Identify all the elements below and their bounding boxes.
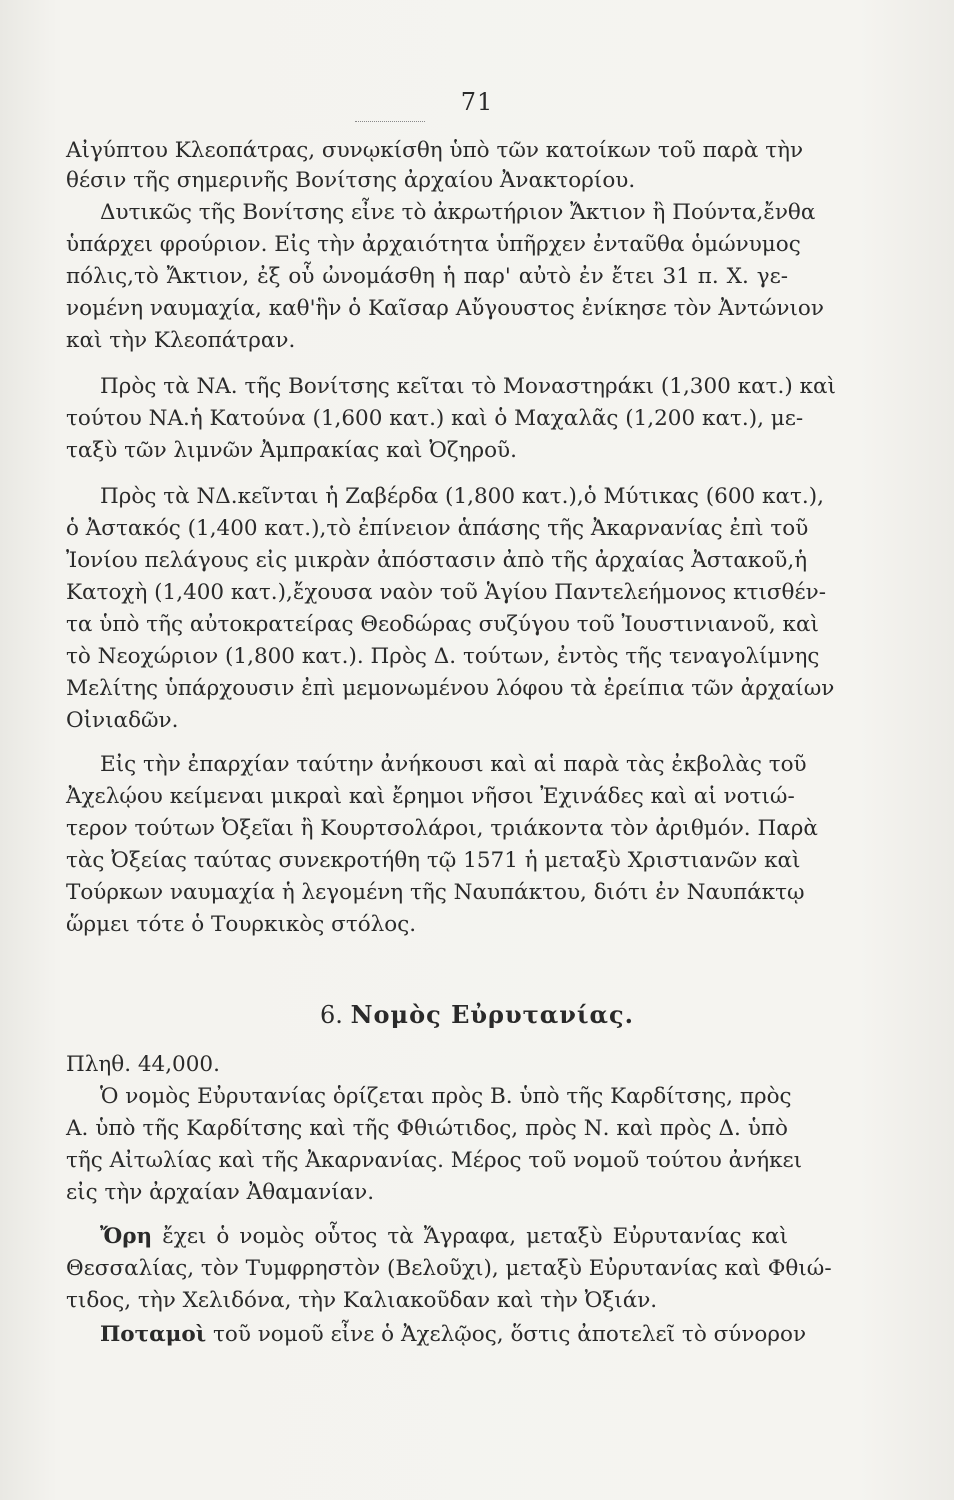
text-line: Εἰς τὴν ἐπαρχίαν ταύτην ἀνήκουσι καὶ αἱ παρὰ τὰς ἐκβολὰς τοῦ <box>100 752 807 777</box>
text-line: Ἀχελῴου κείμεναι μικραὶ καὶ ἔρημοι νῆσοι Ἐχινάδες καὶ αἱ νοτιώ- <box>66 784 795 809</box>
page-number: 71 <box>460 88 494 116</box>
text-line: τούτου ΝΑ.ἡ Κατούνα (1,600 κατ.) καὶ ὁ Μαχαλᾶς (1,200 κατ.), με- <box>66 406 804 431</box>
text-line: Πρὸς τὰ ΝΔ.κεῖνται ἡ Ζαβέρδα (1,800 κατ.),ὁ Μύτικας (600 κατ.), <box>100 484 824 509</box>
text-line: Οἰνιαδῶν. <box>66 708 179 733</box>
text-line: Κατοχὴ (1,400 κατ.),ἔχουσα ναὸν τοῦ Ἁγίου Παντελεήμονος κτισθέν- <box>66 580 826 605</box>
text-line: Δυτικῶς τῆς Βονίτσης εἶνε τὸ ἀκρωτήριον Ἄκτιον ἢ Πούντα,ἔνθα <box>100 200 816 225</box>
text-line-rest: ἔχει ὁ νομὸς οὗτος τὰ Ἄγραφα, μεταξὺ Εὐρυτανίας καὶ <box>162 1224 788 1249</box>
text-line: τὰς Ὀξείας ταύτας συνεκροτήθη τῷ 1571 ἡ μεταξὺ Χριστιανῶν καὶ <box>66 848 801 873</box>
text-line: Α. ὑπὸ τῆς Καρδίτσης καὶ τῆς Φθιώτιδος, πρὸς Ν. καὶ πρὸς Δ. ὑπὸ <box>66 1116 788 1141</box>
text-line: Αἰγύπτου Κλεοπάτρας, συνῳκίσθη ὑπὸ τῶν κατοίκων τοῦ παρὰ τὴν <box>66 138 804 163</box>
text-line: τῆς Αἰτωλίας καὶ τῆς Ἀκαρνανίας. Μέρος τοῦ νομοῦ τούτου ἀνήκει <box>66 1148 803 1173</box>
text-line: Θεσσαλίας, τὸν Τυμφρηστὸν (Βελοῦχι), μεταξὺ Εὐρυτανίας καὶ Φθιώ- <box>66 1256 832 1281</box>
text-line: ὁ Ἀστακός (1,400 κατ.),τὸ ἐπίνειον ἁπάσης τῆς Ἀκαρνανίας ἐπὶ τοῦ <box>66 516 809 541</box>
text-line: καὶ τὴν Κλεοπάτραν. <box>66 328 296 353</box>
text-line: τα ὑπὸ τῆς αὐτοκρατείρας Θεοδώρας συζύγου τοῦ Ἰουστινιανοῦ, καὶ <box>66 612 819 637</box>
text-line: πόλις,τὸ Ἄκτιον, ἐξ οὗ ὠνομάσθη ἡ παρ' αὐτὸ ἐν ἔτει 31 π. Χ. γε- <box>66 264 788 289</box>
text-line: τὸ Νεοχώριον (1,800 κατ.). Πρὸς Δ. τούτων, ἐντὸς τῆς τεναγολίμνης <box>66 644 820 669</box>
mountains-lead: Ὄρη <box>100 1224 153 1249</box>
text-line: εἰς τὴν ἀρχαίαν Ἀθαμανίαν. <box>66 1180 375 1205</box>
section-number: 6. <box>320 1001 343 1029</box>
page-number-rule <box>355 121 425 122</box>
text-line <box>100 1222 788 1252</box>
text-line: ὥρμει τότε ὁ Τουρκικὸς στόλος. <box>66 912 417 937</box>
text-line: νομένη ναυμαχία, καθ'ἣν ὁ Καῖσαρ Αὔγουστος ἐνίκησε τὸν Ἀντώνιον <box>66 296 824 321</box>
text-line: ταξὺ τῶν λιμνῶν Ἀμπρακίας καὶ Ὀζηροῦ. <box>66 438 517 463</box>
text-line: τερον τούτων Ὀξεῖαι ἢ Κουρτσολάροι, τριάκοντα τὸν ἀριθμόν. Παρὰ <box>66 816 818 841</box>
text-line: Ὁ νομὸς Εὐρυτανίας ὁρίζεται πρὸς Β. ὑπὸ τῆς Καρδίτσης, πρὸς <box>100 1084 792 1109</box>
section-title: Νομὸς Εὐρυτανίας. <box>350 1000 634 1029</box>
text-line-rest: τοῦ νομοῦ εἶνε ὁ Ἀχελῷος, ὅστις ἀποτελεῖ τὸ σύνορον <box>212 1322 807 1347</box>
population-line: Πληθ. 44,000. <box>66 1052 220 1077</box>
text-line: Τούρκων ναυμαχία ἡ λεγομένη τῆς Ναυπάκτου, διότι ἐν Ναυπάκτῳ <box>66 880 805 905</box>
rivers-lead: Ποταμοὶ <box>100 1322 207 1347</box>
text-line: Πρὸς τὰ ΝΑ. τῆς Βονίτσης κεῖται τὸ Μοναστηράκι (1,300 κατ.) καὶ <box>100 374 836 399</box>
text-line: Μελίτης ὑπάρχουσιν ἐπὶ μεμονωμένου λόφου τὰ ἐρείπια τῶν ἀρχαίων <box>66 676 835 701</box>
text-line: ὑπάρχει φρούριον. Εἰς τὴν ἀρχαιότητα ὑπῆρχεν ἐνταῦθα ὁμώνυμος <box>66 232 801 257</box>
text-line: Ἰονίου πελάγους εἰς μικρὰν ἀπόστασιν ἀπὸ τῆς ἀρχαίας Ἀστακοῦ,ἡ <box>66 548 808 573</box>
text-line <box>100 1320 807 1350</box>
text-line: θέσιν τῆς σημερινῆς Βονίτσης ἀρχαίου Ἀνακτορίου. <box>66 168 636 193</box>
section-heading <box>0 1000 954 1029</box>
text-line: τιδος, τὴν Χελιδόνα, τὴν Καλιακοῦδαν καὶ τὴν Ὀξιάν. <box>66 1288 658 1313</box>
